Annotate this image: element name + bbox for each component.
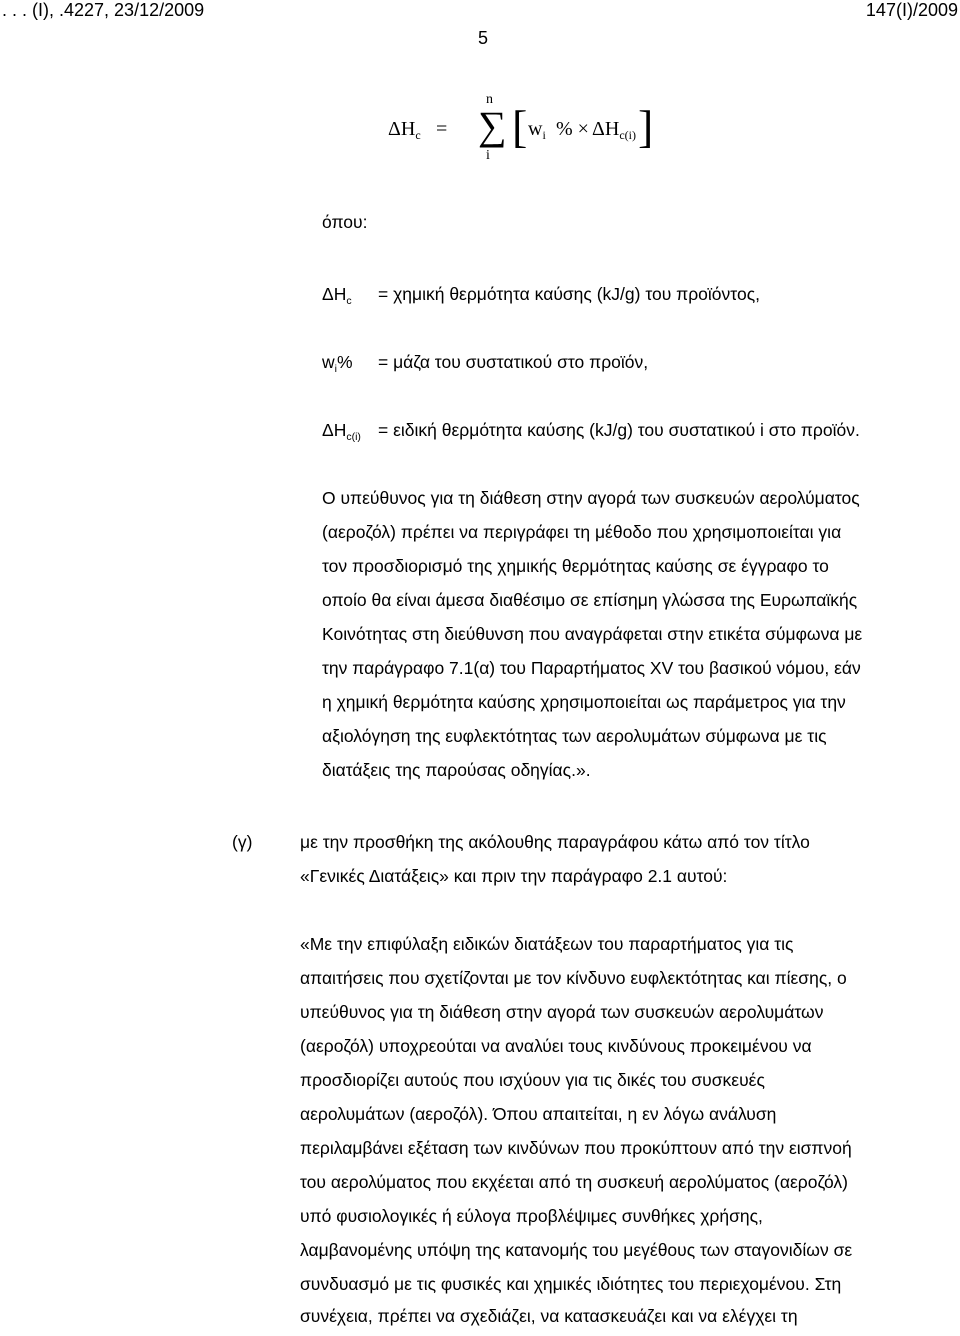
paragraph-line: (αεροζόλ) υποχρεούται να αναλύει τους κινδύνους προκειμένου να — [300, 1036, 812, 1056]
formula-dh-component: $\Delta H_{c(i)}$ — [592, 118, 636, 143]
paragraph-line: (αεροζόλ) πρέπει να περιγράφει τη μέθοδο που χρησιμοποιείται για — [322, 522, 842, 542]
right-bracket: ] — [638, 101, 654, 152]
page-header-left: . . . (Ι), .4227, 23/12/2009 — [2, 0, 205, 20]
paragraph-line: «Με την επιφύλαξη ειδικών διατάξεων του παραρτήματος για τις — [300, 934, 794, 954]
definition-text: = ειδική θερμότητα καύσης (kJ/g) του συστατικού i στο προϊόν. — [378, 420, 860, 440]
definition-symbol: $w_i\%$ — [322, 352, 353, 375]
paragraph-line: διατάξεις της παρούσας οδηγίας.». — [322, 760, 591, 780]
formula-w: $w_i$ — [528, 118, 546, 143]
where-label: όπου: — [322, 212, 368, 232]
sum-lower-limit: i — [486, 148, 490, 163]
sum-upper-limit: n — [486, 92, 493, 107]
item-label: (γ) — [232, 832, 253, 852]
definition-text: = μάζα του συστατικού στο προϊόν, — [378, 352, 649, 372]
paragraph-line: περιλαμβάνει εξέταση των κινδύνων που προκύπτουν από την εισπνοή — [300, 1138, 852, 1158]
paragraph-line: συνέχεια, πρέπει να σχεδιάζει, να κατασκευάζει και να ελέγχει τη — [300, 1306, 798, 1326]
paragraph-line: υπό φυσιολογικές ή εύλογα προβλέψιμες συνθήκες χρήσης, — [300, 1206, 763, 1226]
page-header-right: 147(Ι)/2009 — [865, 0, 958, 20]
paragraph-line: Κοινότητας στη διεύθυνση που αναγράφεται στην ετικέτα σύμφωνα με — [322, 624, 863, 644]
definition-text: = χημική θερμότητα καύσης (kJ/g) του προϊόντος, — [378, 284, 760, 304]
definition-symbol: $\Delta H_{c(i)}$ — [322, 420, 361, 443]
paragraph-line: υπεύθυνος για τη διάθεση στην αγορά των συσκευών αερολυμάτων — [300, 1002, 824, 1022]
left-bracket: [ — [512, 101, 528, 152]
page-number: 5 — [478, 28, 489, 48]
formula-lhs: $\Delta H_c$ — [388, 118, 421, 143]
paragraph-line: λαμβανομένης υπόψη της κατανομής του μεγέθους των σταγονιδίων σε — [300, 1240, 853, 1260]
paragraph-line: του αερολύματος που εκχέεται από τη συσκευή αερολύματος (αεροζόλ) — [300, 1172, 848, 1192]
paragraph-line: προσδιορίζει αυτούς που ισχύουν για τις δικές του συσκευές — [300, 1070, 765, 1090]
summation-symbol: ∑ — [478, 103, 507, 148]
paragraph-line: αερολυμάτων (αεροζόλ). Όπου απαιτείται, η εν λόγω ανάλυση — [300, 1104, 777, 1124]
definition-symbol: $\Delta H_c$ — [322, 284, 352, 307]
paragraph-line: τον προσδιορισμό της χημικής θερμότητας καύσης σε έγγραφο το — [322, 556, 829, 576]
formula-percent-times: % × — [556, 118, 589, 140]
paragraph-line: οποίο θα είναι άμεσα διαθέσιμο σε επίσημη γλώσσα της Ευρωπαϊκής — [322, 590, 858, 610]
item-line: «Γενικές Διατάξεις» και πριν την παράγραφο 2.1 αυτού: — [300, 866, 728, 886]
paragraph-line: Ο υπεύθυνος για τη διάθεση στην αγορά των συσκευών αερολύματος — [322, 488, 860, 508]
item-line: με την προσθήκη της ακόλουθης παραγράφου κάτω από τον τίτλο — [300, 832, 810, 852]
paragraph-line: απαιτήσεις που σχετίζονται με τον κίνδυνο ευφλεκτότητας και πίεσης, ο — [300, 968, 847, 988]
paragraph-line: η χημική θερμότητα καύσης χρησιμοποιείται ως παράμετρος για την — [322, 692, 846, 712]
heat-of-combustion-formula — [384, 88, 654, 168]
paragraph-line: συνδυασμό με τις φυσικές και χημικές ιδιότητες του περιεχομένου. Στη — [300, 1274, 842, 1294]
paragraph-line: αξιολόγηση της ευφλεκτότητας των αερολυμάτων σύμφωνα με τις — [322, 726, 827, 746]
formula-equals: = — [436, 118, 448, 140]
paragraph-line: την παράγραφο 7.1(α) του Παραρτήματος XV του βασικού νόμου, εάν — [322, 658, 861, 678]
